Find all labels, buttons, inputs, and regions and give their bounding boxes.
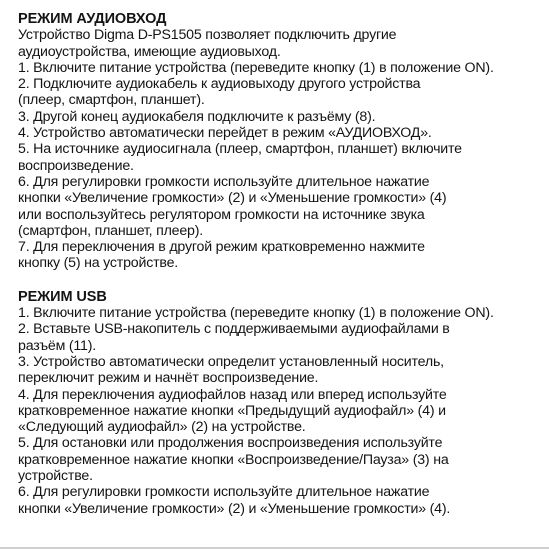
section-title-usb: РЕЖИМ USB xyxy=(18,288,107,305)
text-line: аудиоустройства, имеющие аудиовыход. xyxy=(18,43,281,60)
section-title-audio-in: РЕЖИМ АУДИОВХОД xyxy=(18,11,167,27)
text-line: переключит режим и начнёт воспроизведение. xyxy=(18,370,319,387)
text-line: 2. Вставьте USB-накопитель с поддерживаемыми аудиофайлами в xyxy=(18,321,450,338)
text-line: 6. Для регулировки громкости используйте длительное нажатие xyxy=(18,484,430,501)
text-line: 5. На источнике аудиосигнала (плеер, смартфон, планшет) включите xyxy=(18,141,462,158)
text-line: устройстве. xyxy=(18,468,93,485)
section-usb xyxy=(18,289,546,517)
text-line: «Следующий аудиофайл» (2) на устройстве. xyxy=(18,419,306,436)
text-line: 2. Подключите аудиокабель к аудиовыходу другого устройства xyxy=(18,76,421,93)
text-line: 7. Для переключения в другой режим кратковременно нажмите xyxy=(18,239,425,256)
manual-page xyxy=(18,11,546,517)
text-line: кнопки «Увеличение громкости» (2) и «Уменьшение громкости» (4). xyxy=(18,500,451,517)
text-line: разъём (11). xyxy=(18,337,96,354)
text-line: 3. Устройство автоматически определит установленный носитель, xyxy=(18,353,444,370)
text-line: кнопки «Увеличение громкости» (2) и «Уменьшение громкости» (4) xyxy=(18,190,447,207)
text-line: кратковременное нажатие кнопки «Предыдущий аудиофайл» (4) и xyxy=(18,402,446,419)
text-line: кнопку (5) на устройстве. xyxy=(18,255,178,272)
section-spacer xyxy=(18,272,546,289)
text-line: 4. Для переключения аудиофайлов назад или вперед используйте xyxy=(18,386,447,403)
text-line: 1. Включите питание устройства (переведите кнопку (1) в положение ON). xyxy=(18,59,494,76)
text-line: 3. Другой конец аудиокабеля подключите к разъёму (8). xyxy=(18,108,376,125)
text-line: (смартфон, планшет, плеер). xyxy=(18,222,204,239)
text-line: 5. Для остановки или продолжения воспроизведения используйте xyxy=(18,435,443,452)
section-audio-in xyxy=(18,11,546,272)
text-line: 6. Для регулировки громкости используйте длительное нажатие xyxy=(18,173,430,190)
text-line: воспроизведение. xyxy=(18,157,134,174)
text-line: (плеер, смартфон, планшет). xyxy=(18,92,205,109)
text-line: 1. Включите питание устройства (переведите кнопку (1) в положение ON). xyxy=(18,305,494,322)
text-line: кратковременное нажатие кнопки «Воспроизведение/Пауза» (3) на xyxy=(18,451,449,468)
text-line: 4. Устройство автоматически перейдет в режим «АУДИОВХОД». xyxy=(18,125,432,142)
text-line: Устройство Digma D-PS1505 позволяет подключить другие xyxy=(18,27,397,44)
text-line: или воспользуйтесь регулятором громкости на источнике звука xyxy=(18,206,425,223)
